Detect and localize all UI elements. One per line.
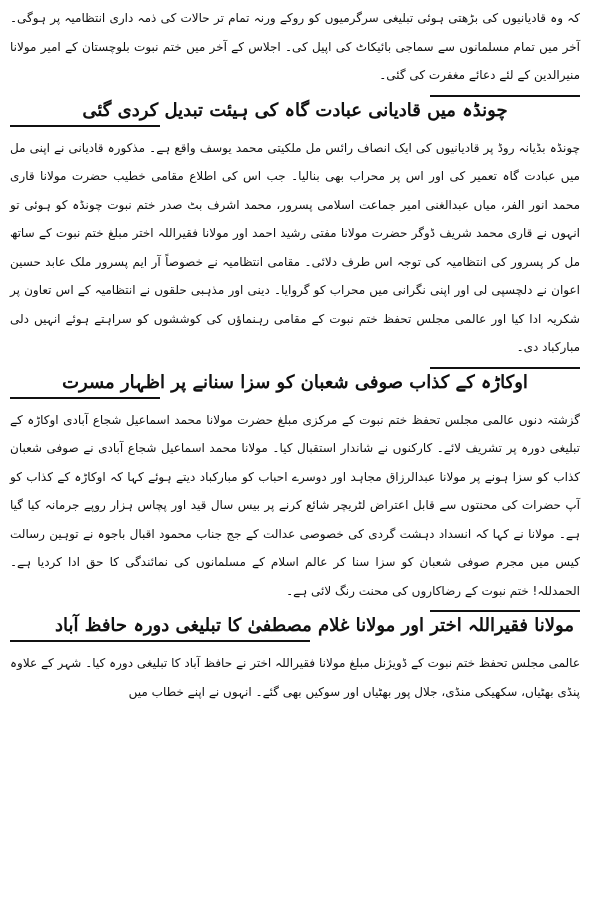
heading-rule-top [430, 610, 580, 612]
heading-rule-bottom [10, 397, 160, 399]
article-4-heading [10, 609, 580, 643]
article-2-paragraph: چونڈہ بڈیانہ روڈ پر قادیانیوں کی ایک انصاف رائس مل ملکیتی محمد یوسف واقع ہے۔ مذکورہ قادیانی نے اپنی مل میں عبادت گاہ تعمیر کی اور اس پر محراب بھی بنالیا۔ جب اس کی اطلاع مقامی خطیب حضرت مولانا قاری محمد انور الفر، میاں عبدالغنی امیر جماعت اسلامی پسرور، محمد اشرف بٹ صدر ختم نبوت چونڈہ کو ہوئی تو انہوں نے قاری محمد شریف ڈوگر حضرت مولانا مفتی رشید احمد اور مولانا فقیراللہ اختر مبلغ ختم نبوت کے ساتھ مل کر پسرور کی انتظامیہ کی توجہ اس طرف دلائی۔ مقامی انتظامیہ نے خصوصاً آر ایم پسرور ملک عابد حسین اعوان نے دلچسپی لی اور اپنی نگرانی میں محراب کو گروایا۔ دینی اور مذہبی حلقوں نے انتظامیہ کے اس تعاون پر شکریہ ادا کیا اور عالمی مجلس تحفظ ختم نبوت کے مقامی رہنماؤں کی کوششوں کو سراہتے ہوئے انہیں دلی مبارکباد دی۔ [10, 140, 580, 354]
heading-rule-top [430, 367, 580, 369]
article-3-paragraph: گزشتہ دنوں عالمی مجلس تحفظ ختم نبوت کے مرکزی مبلغ حضرت مولانا محمد اسماعیل شجاع آبادی اوکاڑہ کے تبلیغی دورہ پر تشریف لائے۔ کارکنوں نے شاندار استقبال کیا۔ مولانا محمد اسماعیل شجاع آبادی نے صوفی شعبان کذاب کو سزا ہونے پر مولانا عبدالرزاق مجاہد اور دوسرے احباب کو مبارکباد دیتے ہوئے کہا کہ اوکاڑہ کے کذاب کو آپ حضرات کی محنتوں سے قابل اعتراض لٹریچر شائع کرنے پر بیس سال قید اور پچاس ہزار روپے جرمانہ کیا گیا ہے۔ مولانا نے کہا کہ انسداد دہشت گردی کی خصوصی عدالت کے جج جناب محمود اقبال باجوہ نے توہین رسالت کیس میں مجرم صوفی شعبان کو سزا سنا کر عالم اسلام کے مسلمانوں کی نمائندگی کا حق ادا کردیا ہے۔ الحمدللہ! ختم نبوت کے رضاکاروں کی محنت رنگ لائی ہے۔ [10, 412, 580, 598]
article-3-heading-text: اوکاڑہ کے کذاب صوفی شعبان کو سزا سنانے پر اظہار مسرت [62, 371, 528, 393]
heading-rule-top [430, 95, 580, 97]
heading-rule-bottom [10, 125, 160, 127]
article-2-heading-text: چونڈہ میں قادیانی عبادت گاہ کی ہیئت تبدیل کردی گئی [82, 99, 508, 121]
article-2-heading [10, 94, 580, 128]
section-top-paragraph: کہ وہ قادیانیوں کی بڑھتی ہوئی تبلیغی سرگرمیوں کو روکے ورنہ تمام تر حالات کی ذمہ داری انتظامیہ پر ہوگی۔ آخر میں تمام مسلمانوں سے سماجی بائیکاٹ کی اپیل کی۔ اجلاس کے آخر میں ختم نبوت بلوچستان کے امیر مولانا منیرالدین کے لئے دعائے مغفرت کی گئی۔ [10, 11, 580, 82]
heading-rule-bottom [10, 640, 310, 642]
article-3-heading [10, 366, 580, 400]
article-4-heading-text: مولانا فقیراللہ اختر اور مولانا غلام مصطفیٰ کا تبلیغی دورہ حافظ آباد [54, 615, 574, 636]
article-4-paragraph: عالمی مجلس تحفظ ختم نبوت کے ڈویژنل مبلغ مولانا فقیراللہ اختر نے حافظ آباد کا تبلیغی دورہ کیا۔ شہر کے علاوہ پنڈی بھٹیاں، سکھیکی منڈی، جلال پور بھٹیاں اور سوکیں بھی گئے۔ انہوں نے اپنے خطاب میں [10, 656, 580, 699]
